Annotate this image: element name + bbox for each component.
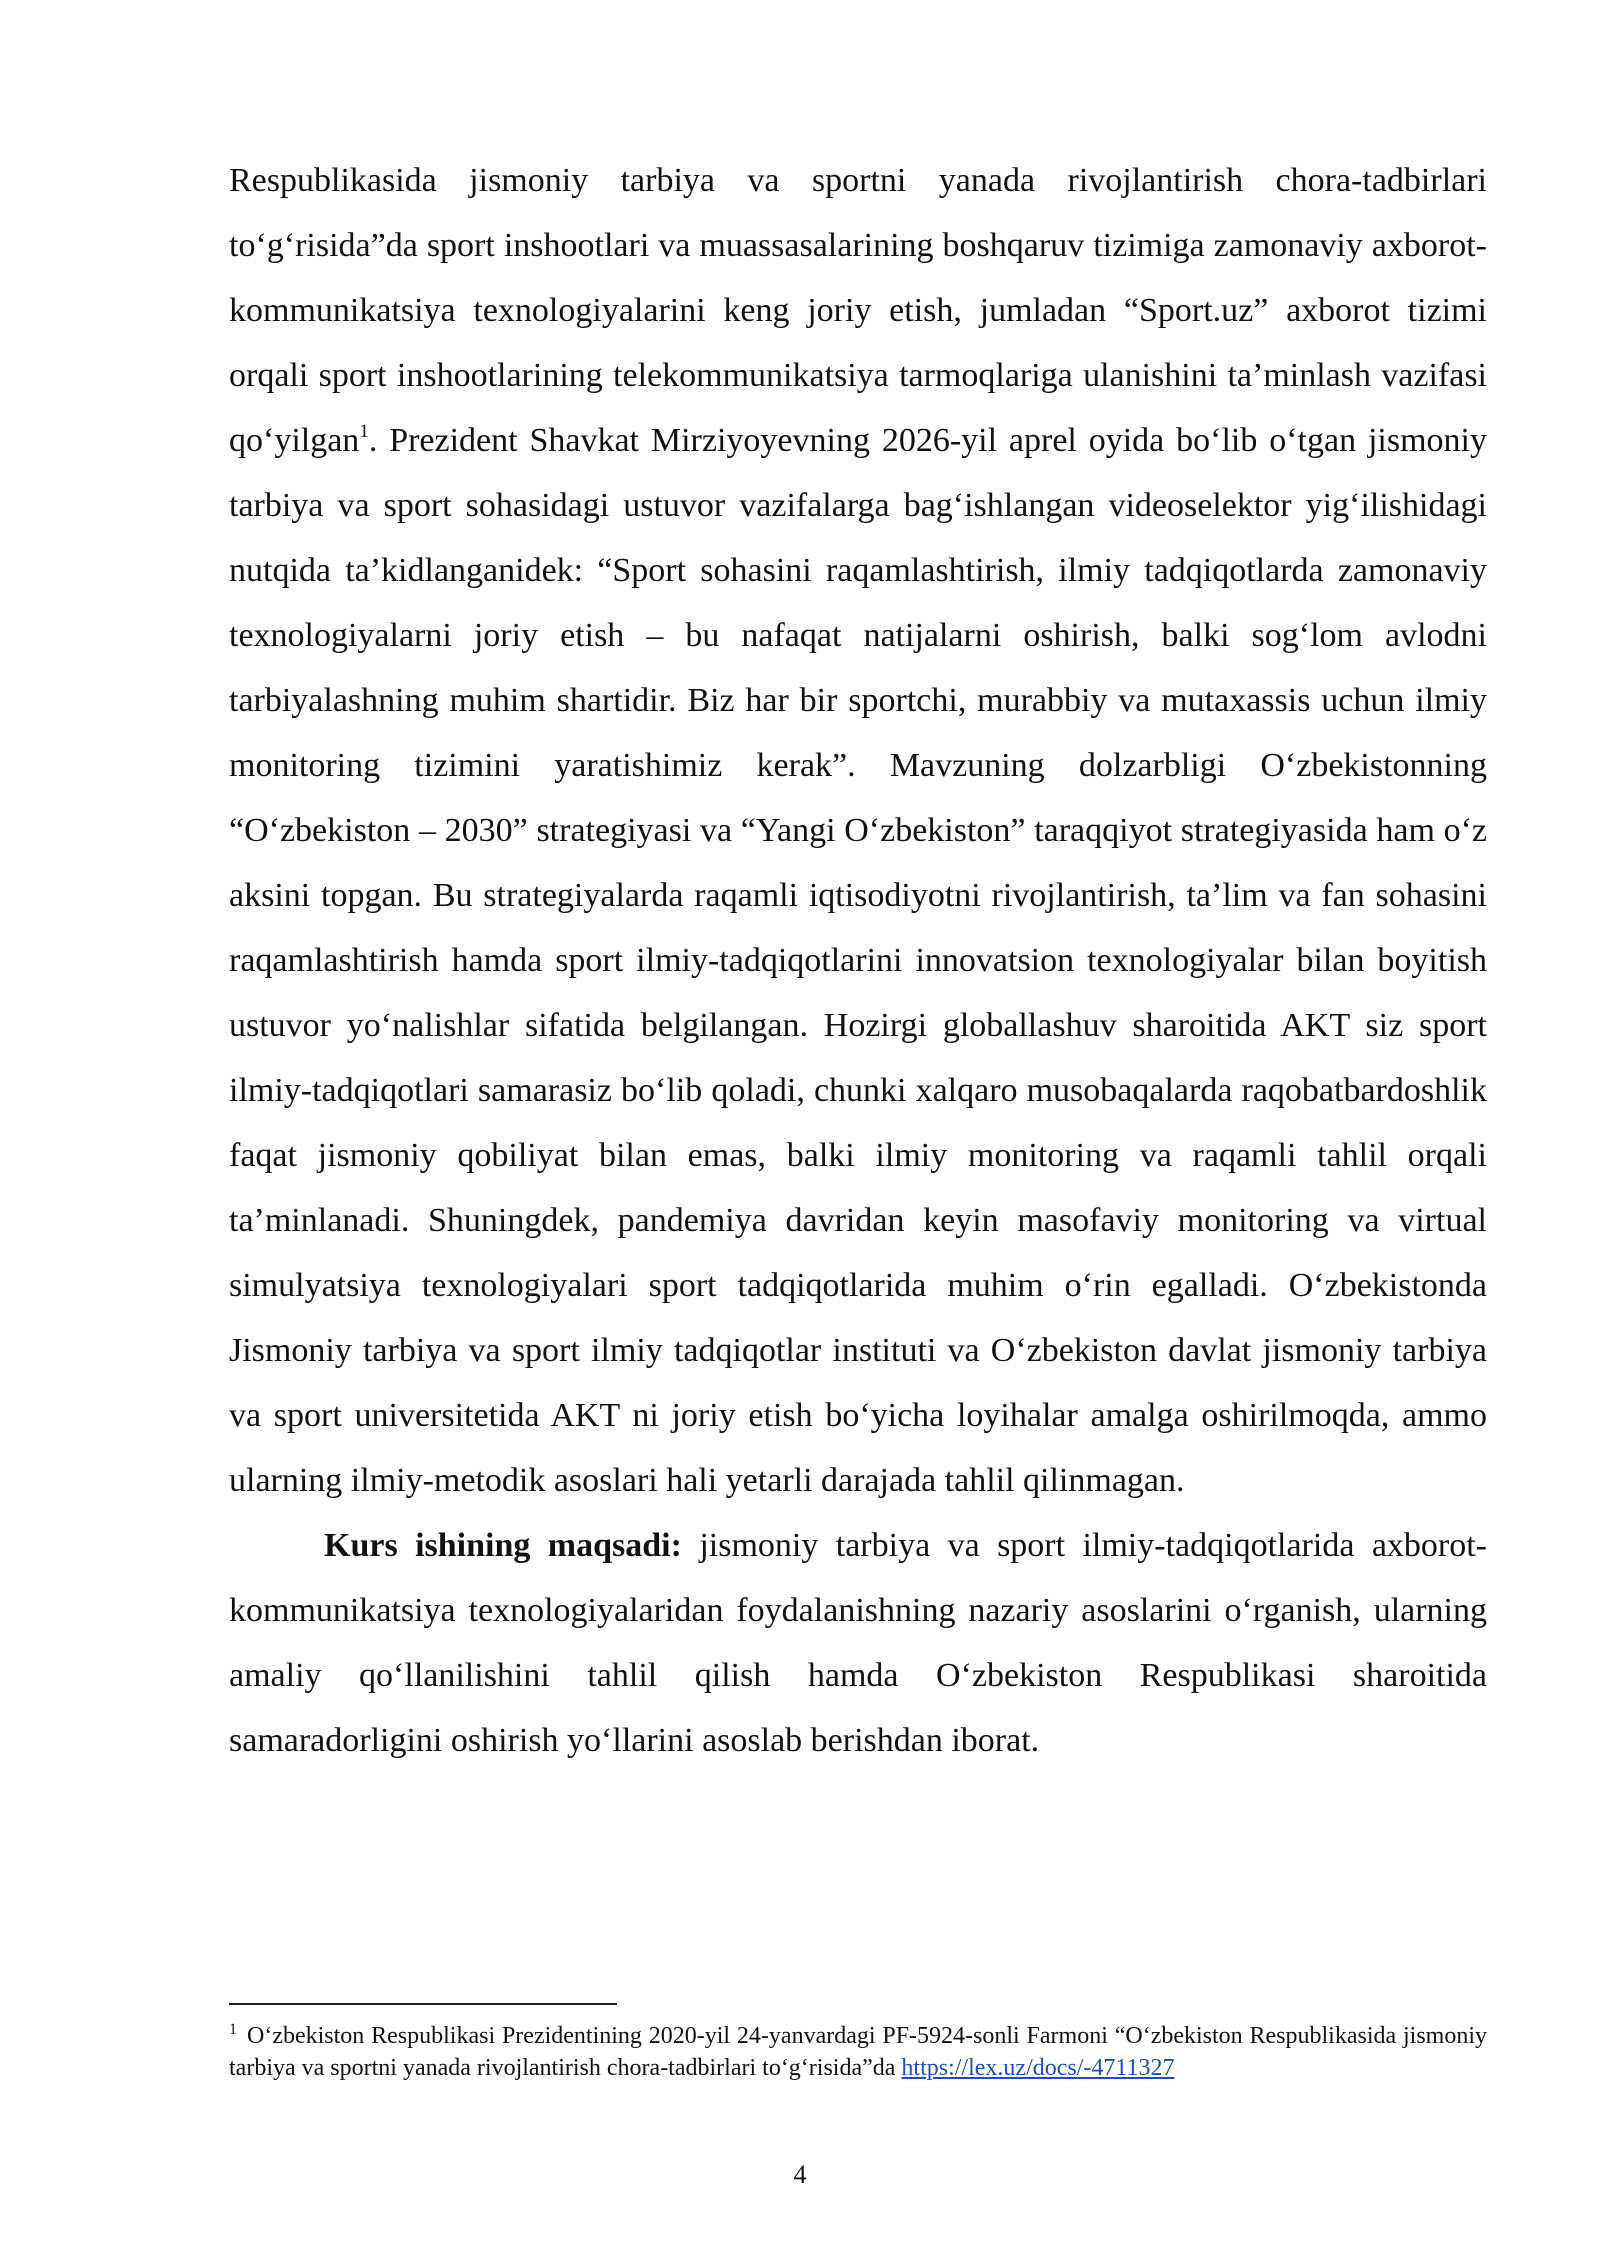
paragraph-1 — [229, 148, 1487, 1513]
page-number: 4 — [793, 2160, 807, 2189]
paragraph-2-text: jismoniy tarbiya va sport ilmiy-tadqiqotlarida axborot-kommunikatsiya texnologiyalaridan foydalanishning nazariy asoslarini o‘rganish, ularning amaliy qo‘llanilishini tahlil qilish hamda O‘zbekiston Respublikasi sharoitida samaradorligini oshirish yo‘llarini asoslab berishdan iborat. — [229, 1527, 1487, 1759]
footnote-separator — [229, 2003, 617, 2005]
paragraph-1-text-a: Respublikasida jismoniy tarbiya va sportni yanada rivojlantirish chora-tadbirlari to‘g‘risida”da sport inshootlari va muassasalarining boshqaruv tizimiga zamonaviy axborot-kommunikatsiya texnologiyalarini keng joriy etish, jumladan “Sport.uz” axborot tizimi orqali sport inshootlarining telekommunikatsiya tarmoqlariga ulanishini ta’minlash vazifasi qo‘yilgan — [229, 162, 1487, 459]
paragraph-2 — [229, 1513, 1487, 1773]
paragraph-1-text-b: . Prezident Shavkat Mirziyoyevning 2026-yil aprel oyida bo‘lib o‘tgan jismoniy tarbiya va sport sohasidagi ustuvor vazifalarga bag‘ishlangan videoselektor yig‘ilishidagi nutqida ta’kidlanganidek: “Sport sohasini raqamlashtirish, ilmiy tadqiqotlarda zamonaviy texnologiyalarni joriy etish – bu nafaqat natijalarni oshirish, balki sog‘lom avlodni tarbiyalashning muhim shartidir. Biz har bir sportchi, murabbiy va mutaxassis uchun ilmiy monitoring tizimini yaratishimiz kerak”. Mavzuning dolzarbligi O‘zbekistonning “O‘zbekiston – 2030” strategiyasi va “Yangi O‘zbekiston” taraqqiyot strategiyasida ham o‘z aksini topgan. Bu strategiyalarda raqamli iqtisodiyotni rivojlantirish, ta’lim va fan sohasini raqamlashtirish hamda sport ilmiy-tadqiqotlarini innovatsion texnologiyalar bilan boyitish ustuvor yo‘nalishlar sifatida belgilangan. Hozirgi globallashuv sharoitida AKT siz sport ilmiy-tadqiqotlari samarasiz bo‘lib qoladi, chunki xalqaro musobaqalarda raqobatbardoshlik faqat jismoniy qobiliyat bilan emas, balki ilmiy monitoring va raqamli tahlil orqali ta’minlanadi. Shuningdek, pandemiya davridan keyin masofaviy monitoring va virtual simulyatsiya texnologiyalari sport tadqiqotlarida muhim o‘rin egalladi. O‘zbekistonda Jismoniy tarbiya va sport ilmiy tadqiqotlar instituti va O‘zbekiston davlat jismoniy tarbiya va sport universitetida AKT ni joriy etish bo‘yicha loyihalar amalga oshirilmoqda, ammo ularning ilmiy-metodik asoslari hali yetarli darajada tahlil qilinmagan. — [229, 422, 1487, 1499]
body-text — [229, 148, 1487, 1773]
footnote-number: 1 — [229, 2021, 237, 2038]
footnote-link[interactable]: https://lex.uz/docs/-4711327 — [901, 2055, 1175, 2081]
footnote — [229, 2020, 1487, 2084]
footnote-reference[interactable]: 1 — [359, 420, 369, 442]
paragraph-2-lead: Kurs ishining maqsadi: — [324, 1527, 682, 1564]
footnote-text: O‘zbekiston Respublikasi Prezidentining 2020-yil 24-yanvardagi PF-5924-sonli Farmoni “O‘zbekiston Respublikasida jismoniy tarbiya va sportni yanada rivojlantirish chora-tadbirlari to‘g‘risida”da — [229, 2023, 1487, 2081]
